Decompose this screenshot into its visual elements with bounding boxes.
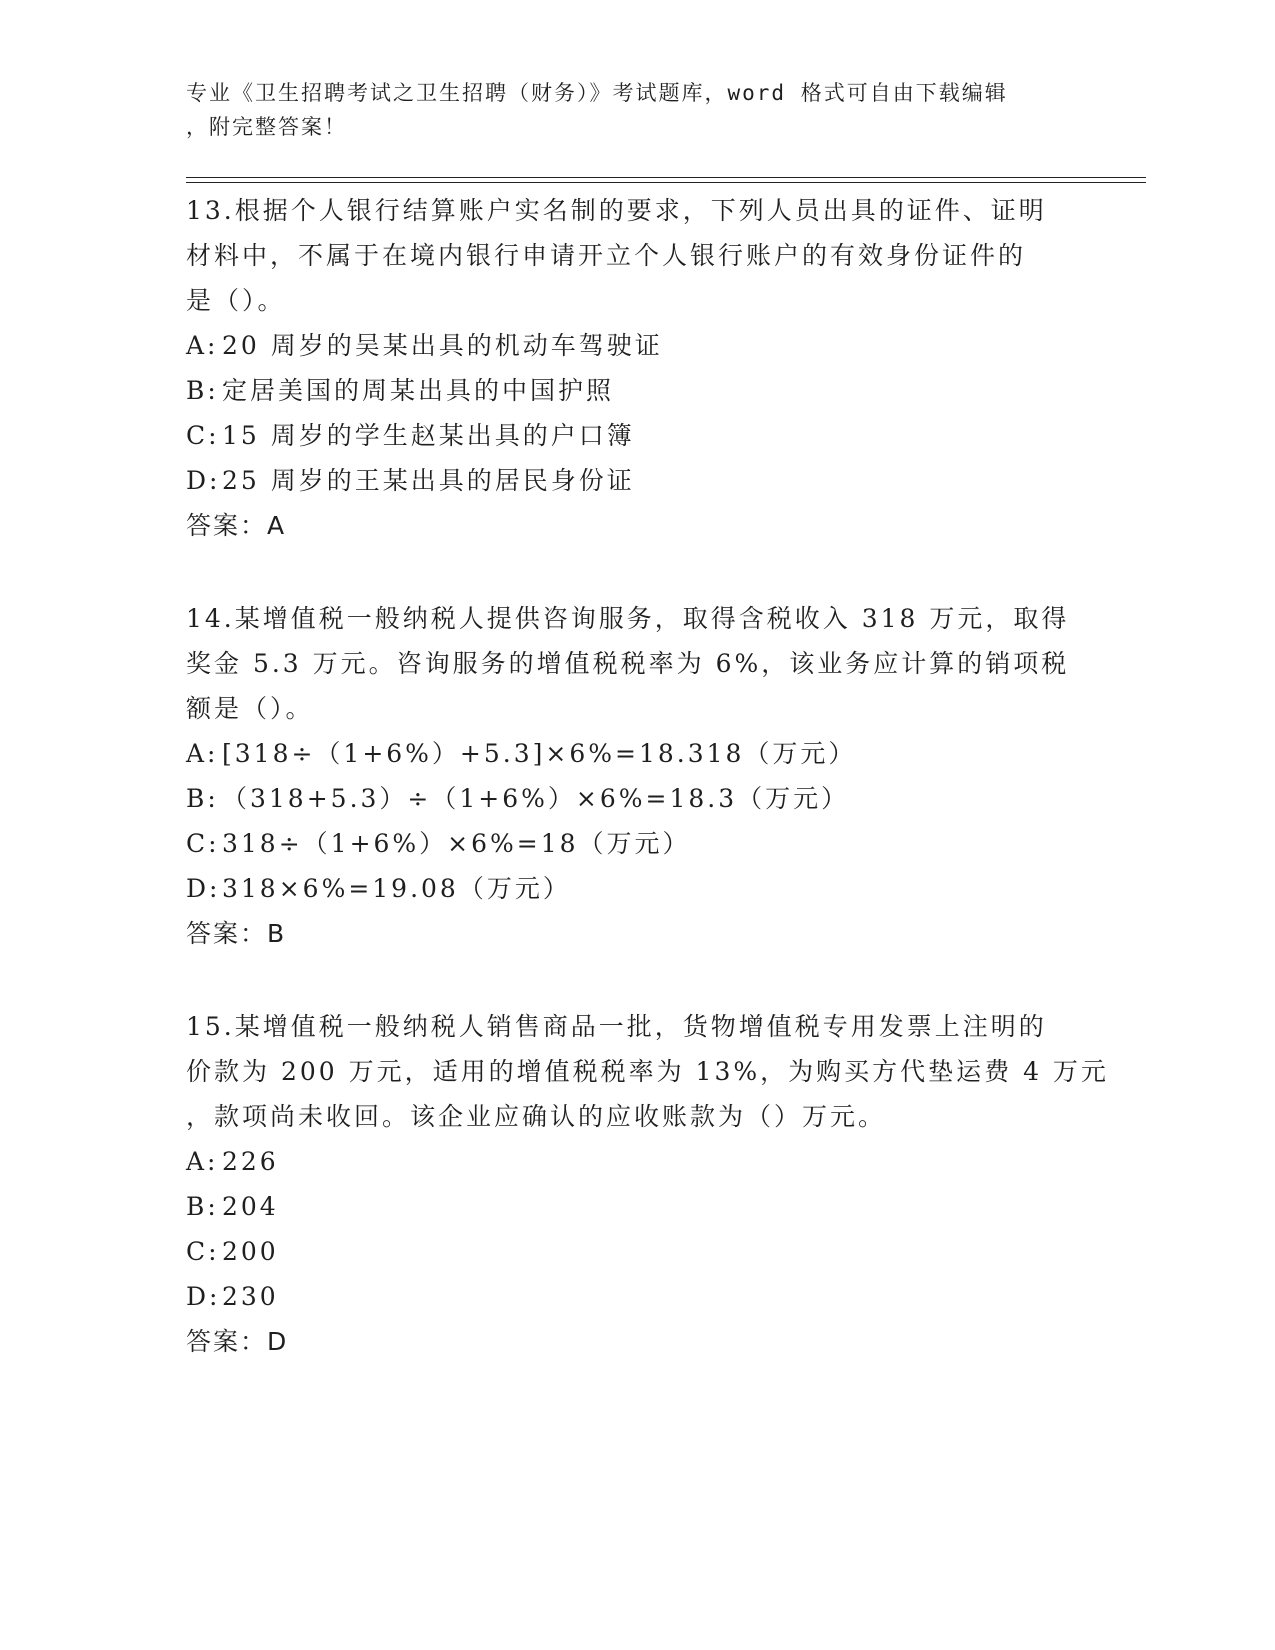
answer-line: 答案：D — [186, 1327, 289, 1356]
header-note-line: ，附完整答案！ — [186, 115, 347, 139]
header-note-line: 专业《卫生招聘考试之卫生招聘（财务）》考试题库，word 格式可自由下载编辑 — [186, 81, 1008, 105]
option-key: C: — [186, 421, 220, 450]
option-key: B: — [186, 784, 219, 813]
answer-line: 答案：B — [186, 919, 287, 948]
option-b — [186, 368, 1086, 413]
option-text: [318÷（1+6%）+5.3]×6%=18.318（万元） — [222, 739, 857, 768]
option-text: 定居美国的周某出具的中国护照 — [222, 376, 615, 405]
header-divider-top — [186, 177, 1146, 178]
question-stem-line: 是（）。 — [186, 286, 286, 315]
question-stem — [186, 596, 1086, 731]
option-key: A: — [186, 1147, 219, 1176]
option-key: B: — [186, 1192, 219, 1221]
answer-line: 答案：A — [186, 511, 287, 540]
option-text: 230 — [222, 1282, 279, 1311]
question-stem-line: ，款项尚未收回。该企业应确认的应收账款为（）万元。 — [186, 1102, 887, 1131]
question-stem — [186, 1004, 1109, 1139]
question-stem-line: 15.某增值税一般纳税人销售商品一批，货物增值税专用发票上注明的 — [186, 1012, 1047, 1041]
option-c — [186, 413, 1086, 458]
option-text: 20 周岁的吴某出具的机动车驾驶证 — [222, 331, 663, 360]
question-15 — [186, 1004, 1109, 1364]
option-c — [186, 1229, 1086, 1274]
option-key: A: — [186, 739, 219, 768]
question-stem-line: 材料中，不属于在境内银行申请开立个人银行账户的有效身份证件的 — [186, 241, 1027, 270]
option-a — [186, 731, 1086, 776]
option-b — [186, 1184, 1086, 1229]
option-a — [186, 323, 1086, 368]
option-d — [186, 458, 1086, 503]
option-c — [186, 821, 1086, 866]
option-text: 15 周岁的学生赵某出具的户口簿 — [222, 421, 635, 450]
option-text: 318÷（1+6%）×6%=18（万元） — [222, 829, 691, 858]
option-key: D: — [186, 1282, 221, 1311]
header-note — [186, 76, 1086, 144]
header-divider-bottom — [186, 182, 1146, 183]
option-a — [186, 1139, 1086, 1184]
question-stem-line: 价款为 200 万元，适用的增值税税率为 13%，为购买方代垫运费 4 万元 — [186, 1057, 1109, 1086]
option-text: 318×6%=19.08（万元） — [222, 874, 571, 903]
option-text: 200 — [222, 1237, 279, 1266]
option-key: C: — [186, 829, 220, 858]
question-stem-line: 14.某增值税一般纳税人提供咨询服务，取得含税收入 318 万元，取得 — [186, 604, 1070, 633]
question-stem-line: 额是（）。 — [186, 694, 314, 723]
option-key: D: — [186, 466, 221, 495]
option-d — [186, 1274, 1086, 1319]
question-stem-line: 奖金 5.3 万元。咨询服务的增值税税率为 6%，该业务应计算的销项税 — [186, 649, 1070, 678]
question-stem-line: 13.根据个人银行结算账户实名制的要求，下列人员出具的证件、证明 — [186, 196, 1047, 225]
option-text: （318+5.3）÷（1+6%）×6%=18.3（万元） — [222, 784, 850, 813]
question-13 — [186, 188, 1086, 548]
option-text: 204 — [222, 1192, 279, 1221]
option-b — [186, 776, 1086, 821]
option-key: D: — [186, 874, 221, 903]
option-key: A: — [186, 331, 219, 360]
option-key: B: — [186, 376, 219, 405]
question-14 — [186, 596, 1086, 956]
question-stem — [186, 188, 1086, 323]
option-text: 25 周岁的王某出具的居民身份证 — [222, 466, 635, 495]
option-d — [186, 866, 1086, 911]
option-text: 226 — [222, 1147, 279, 1176]
option-key: C: — [186, 1237, 220, 1266]
